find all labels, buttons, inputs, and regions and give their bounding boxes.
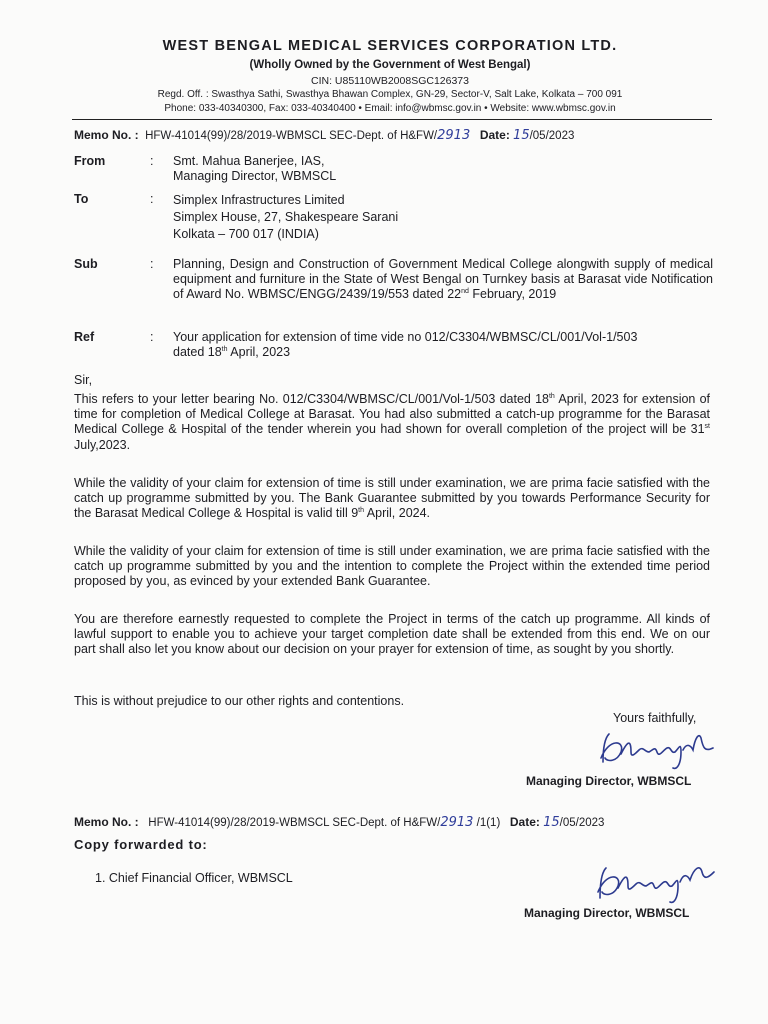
- cin-line: CIN: U85110WB2008SGC126373: [311, 75, 469, 87]
- address-line: Regd. Off. : Swasthya Sathi, Swasthya Bhawan Complex, GN-29, Sector-V, Salt Lake, Kolkata – 700 091: [157, 89, 623, 100]
- ref-line2-a: dated 18: [173, 345, 222, 359]
- memo2-label: Memo No. :: [74, 815, 139, 829]
- contact-line: Phone: 033-40340300, Fax: 033-40340400 • Email: info@wbmsc.gov.in • Website: www.wbmsc.gov.in: [164, 103, 616, 114]
- memo-date-label: Date:: [479, 128, 510, 142]
- signature-image-2: [590, 860, 720, 906]
- signatory-title-2: Managing Director, WBMSCL: [524, 906, 690, 920]
- ref-colon: :: [150, 330, 154, 344]
- copy-forwarded-item: 1. Chief Financial Officer, WBMSCL: [95, 871, 293, 885]
- to-line: Simplex Infrastructures Limited: [173, 193, 345, 207]
- salutation: Sir,: [74, 373, 93, 387]
- to-value: [173, 192, 713, 243]
- ref-line2-b: April, 2023: [227, 345, 291, 359]
- closing: Yours faithfully,: [613, 711, 697, 725]
- ref-label: Ref: [74, 330, 95, 344]
- paragraph-4: You are therefore earnestly requested to complete the Project in terms of the catch up programme. All kinds of lawful support to enable you to achieve your target completion date shall be extended from this end. We on our part shall also let you know about our decision on your prayer for extension of time, as sought by you shortly.: [74, 612, 710, 657]
- org-name: WEST BENGAL MEDICAL SERVICES CORPORATION LTD.: [162, 38, 618, 54]
- from-line: Smt. Mahua Banerjee, IAS,: [173, 154, 325, 168]
- paragraph-2: [74, 476, 710, 522]
- memo2-date-handwritten: 15: [543, 815, 560, 830]
- ref-line2: [173, 345, 713, 360]
- paragraph-1: [74, 392, 710, 453]
- subject-value: [173, 257, 713, 302]
- memo-line-2: [74, 815, 604, 830]
- memo-number: HFW-41014(99)/28/2019-WBMSCL SEC-Dept. of H&FW/: [145, 130, 438, 142]
- memo2-date: /05/2023: [559, 817, 605, 829]
- to-label: To: [74, 192, 89, 206]
- para2-a: While the validity of your claim for extension of time is still under examination, we are prima facie satisfied with the catch up programme submitted by you. The Bank Guarantee submitted by you towards Performance Security for the Barasat Medical College & Hospital is valid till 9: [74, 476, 710, 521]
- to-line: Simplex House, 27, Shakespeare Sarani: [173, 210, 399, 224]
- ownership-line: (Wholly Owned by the Government of West Bengal): [249, 59, 531, 71]
- para1-sup1: th: [548, 393, 555, 400]
- para1-sup2: st: [704, 423, 710, 431]
- signatory-title: Managing Director, WBMSCL: [526, 774, 692, 788]
- subject-text: Planning, Design and Construction of Government Medical College alongwith supply of medical equipment and furniture in the State of West Bengal on Turnkey basis at Barasat vide Notification of Award No. WBMSC/ENGG/2439/19/553 dated 22: [173, 257, 713, 301]
- memo2-suffix: /1(1): [476, 817, 501, 829]
- copy-forwarded-title: Copy forwarded to:: [74, 837, 208, 852]
- paragraph-5: This is without prejudice to our other rights and contentions.: [74, 694, 405, 708]
- para1-a: This refers to your letter bearing No. 012/C3304/WBMSC/CL/001/Vol-1/503 dated 18: [74, 392, 549, 406]
- memo-number-handwritten: 2913: [437, 128, 471, 143]
- memo-line: [74, 128, 574, 143]
- subject-label: Sub: [74, 257, 98, 271]
- para2-b: April, 2024.: [364, 506, 431, 521]
- memo2-date-label: Date:: [509, 815, 540, 829]
- subject-text-end: February, 2019: [468, 287, 557, 301]
- from-colon: :: [150, 154, 154, 168]
- from-label: From: [74, 154, 106, 168]
- paragraph-3: While the validity of your claim for extension of time is still under examination, we are prima facie satisfied with the catch up programme submitted by you and the intention to complete the Project within the extended time period proposed by you, as evinced by your extended Bank Guarantee.: [74, 544, 710, 589]
- signature-image: [595, 728, 725, 772]
- memo-date: /05/2023: [529, 130, 575, 142]
- memo-date-handwritten: 15: [513, 128, 530, 143]
- memo2-number: HFW-41014(99)/28/2019-WBMSCL SEC-Dept. of H&FW/: [148, 817, 441, 829]
- ref-value: [173, 330, 713, 360]
- subject-colon: :: [150, 257, 154, 271]
- from-line: Managing Director, WBMSCL: [173, 169, 337, 183]
- from-value: [173, 154, 713, 184]
- memo2-number-handwritten: 2913: [440, 815, 474, 830]
- to-line: Kolkata – 700 017 (INDIA): [173, 227, 319, 241]
- para2-sup: th: [358, 507, 365, 515]
- memo-label: Memo No. :: [74, 128, 139, 142]
- subject-sup: nd: [461, 288, 469, 295]
- ref-line1: Your application for extension of time vide no 012/C3304/WBMSC/CL/001/Vol-1/503: [173, 330, 638, 344]
- ref-line2-sup: th: [221, 346, 228, 353]
- to-colon: :: [150, 192, 154, 206]
- para1-c: July,2023.: [74, 437, 131, 452]
- para1-b: April, 2023 for extension of time for completion of Medical College at Barasat. You had also submitted a catch-up programme for the Barasat Medical College & Hospital of the tender wherein you had shown for overall completion of the project will be 31: [74, 392, 711, 437]
- header-rule: [72, 119, 712, 120]
